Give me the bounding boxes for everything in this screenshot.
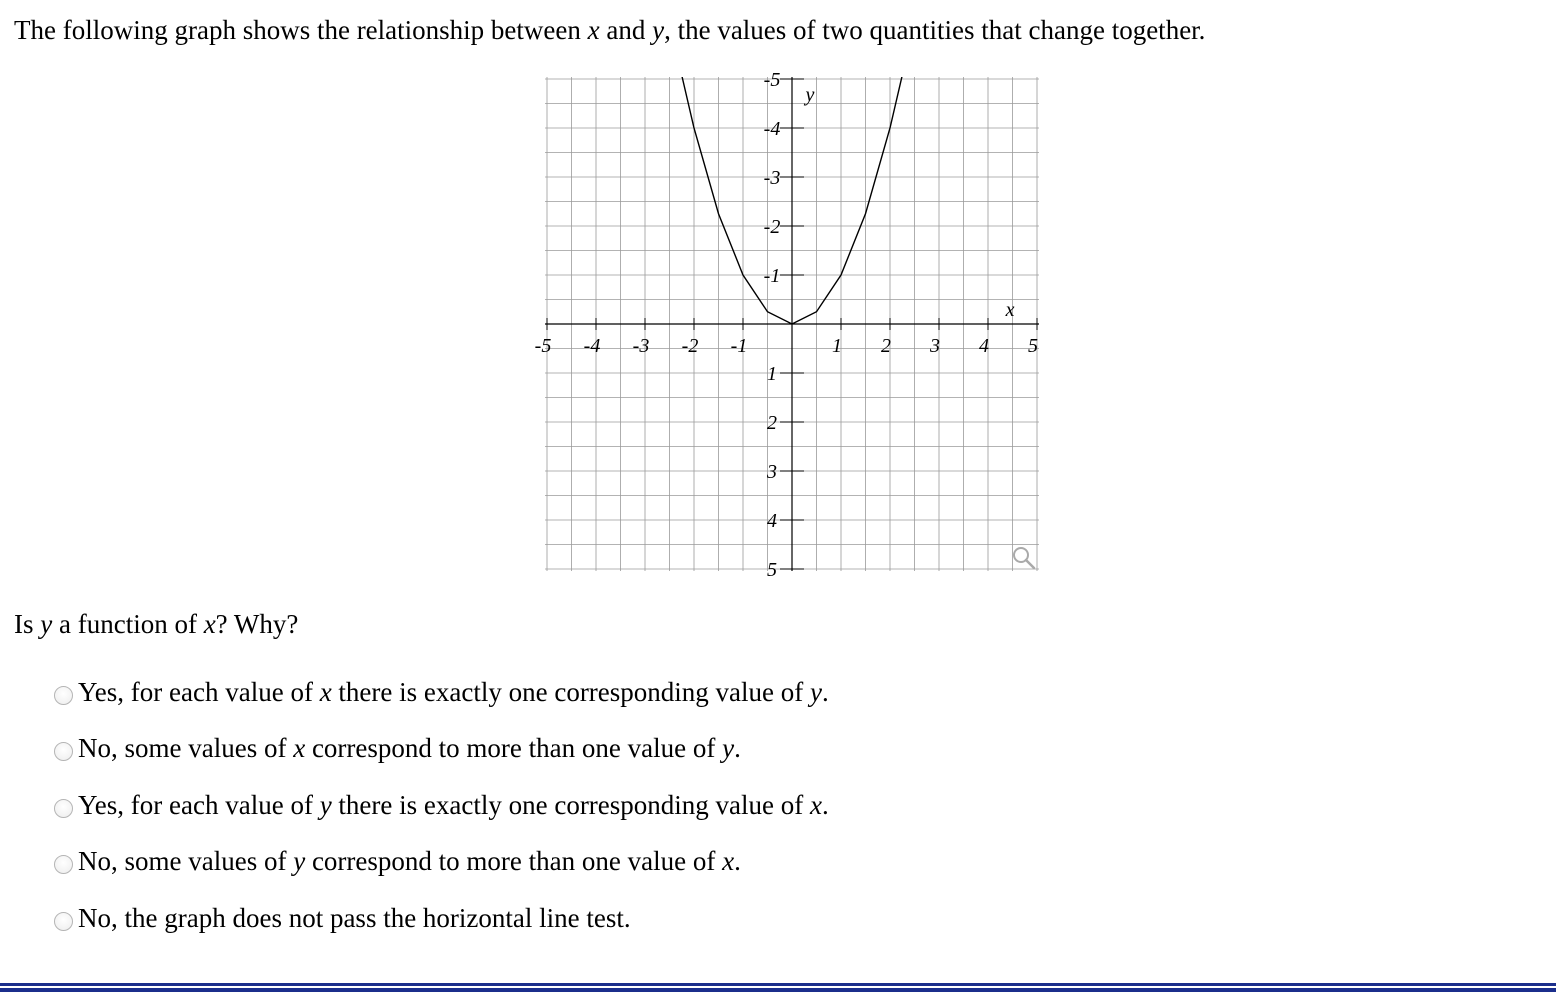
y-tick-label: -2: [763, 216, 781, 238]
footer-divider: [0, 983, 1556, 992]
option-var-2: x: [722, 846, 735, 876]
answer-option-1[interactable]: [54, 674, 829, 710]
radio-button[interactable]: [54, 686, 73, 705]
question-text-3: ? Why?: [215, 609, 299, 639]
y-tick-label: 2: [767, 412, 777, 434]
x-tick-label: 5: [1028, 335, 1038, 357]
magnifier-icon[interactable]: [1014, 548, 1034, 568]
answer-option-5[interactable]: [54, 900, 631, 936]
answer-option-4[interactable]: [54, 843, 741, 879]
option-text-a: No, some values of: [78, 733, 294, 763]
y-tick-label: -5: [763, 69, 781, 91]
y-tick-label: -1: [763, 265, 781, 287]
x-tick-label: 1: [832, 335, 842, 357]
option-var-2: y: [810, 677, 822, 707]
option-text: [78, 730, 741, 766]
question-var-x: x: [203, 609, 216, 639]
radio-button[interactable]: [54, 799, 73, 818]
option-var-1: x: [319, 677, 332, 707]
option-text-c: .: [821, 677, 829, 707]
x-tick-label: -4: [583, 335, 601, 357]
y-tick-label: -3: [763, 167, 781, 189]
option-text-b: there is exactly one corresponding value of: [331, 790, 810, 820]
option-text: [78, 843, 741, 879]
question-text: [14, 606, 298, 642]
option-text-a: No, some values of: [78, 846, 294, 876]
y-tick-label: 3: [767, 461, 777, 483]
prompt-var-y: y: [652, 15, 665, 45]
tick-labels: [535, 69, 1038, 581]
prompt-var-x: x: [587, 15, 600, 45]
question-text-1: Is: [14, 609, 41, 639]
y-tick-label: -4: [763, 118, 781, 140]
radio-button[interactable]: [54, 912, 73, 931]
option-var-2: y: [722, 733, 735, 763]
option-var-2: x: [810, 790, 822, 820]
option-text: [78, 674, 829, 710]
option-text: [78, 900, 631, 936]
option-text: [78, 787, 829, 823]
option-text-a: Yes, for each value of: [78, 790, 320, 820]
question-prompt: [14, 12, 1205, 48]
x-tick-label: 4: [979, 335, 989, 357]
x-tick-label: 3: [930, 335, 940, 357]
option-var-1: y: [293, 846, 306, 876]
y-tick-label: 5: [767, 559, 777, 581]
prompt-text-2: and: [599, 15, 653, 45]
x-axis-label: x: [1005, 299, 1015, 321]
option-text-a: Yes, for each value of: [78, 677, 320, 707]
question-text-2: a function of: [52, 609, 204, 639]
y-tick-label: 4: [767, 510, 777, 532]
prompt-text-1: The following graph shows the relationship between: [14, 15, 588, 45]
option-var-1: y: [319, 790, 332, 820]
x-tick-label: 2: [881, 335, 891, 357]
option-text-b: there is exactly one corresponding value of: [331, 677, 810, 707]
option-text-a: No, the graph does not pass the horizontal line test.: [78, 903, 631, 933]
graph-svg: [534, 69, 1050, 581]
option-text-c: .: [821, 790, 829, 820]
y-axis-label: y: [805, 84, 815, 107]
option-text-b: correspond to more than one value of: [305, 733, 723, 763]
question-var-y: y: [40, 609, 53, 639]
option-text-c: .: [734, 846, 741, 876]
radio-button[interactable]: [54, 742, 73, 761]
x-tick-label: -1: [730, 335, 748, 357]
x-tick-label: -3: [632, 335, 650, 357]
y-tick-label: 1: [767, 363, 777, 385]
prompt-text-3: , the values of two quantities that change together.: [664, 15, 1206, 45]
option-text-b: correspond to more than one value of: [305, 846, 723, 876]
answer-option-3[interactable]: [54, 787, 829, 823]
answer-option-2[interactable]: [54, 730, 741, 766]
option-text-c: .: [734, 733, 741, 763]
graph: [534, 69, 1050, 585]
x-tick-label: -5: [534, 335, 552, 357]
option-var-1: x: [293, 733, 306, 763]
radio-button[interactable]: [54, 855, 73, 874]
x-tick-label: -2: [681, 335, 699, 357]
